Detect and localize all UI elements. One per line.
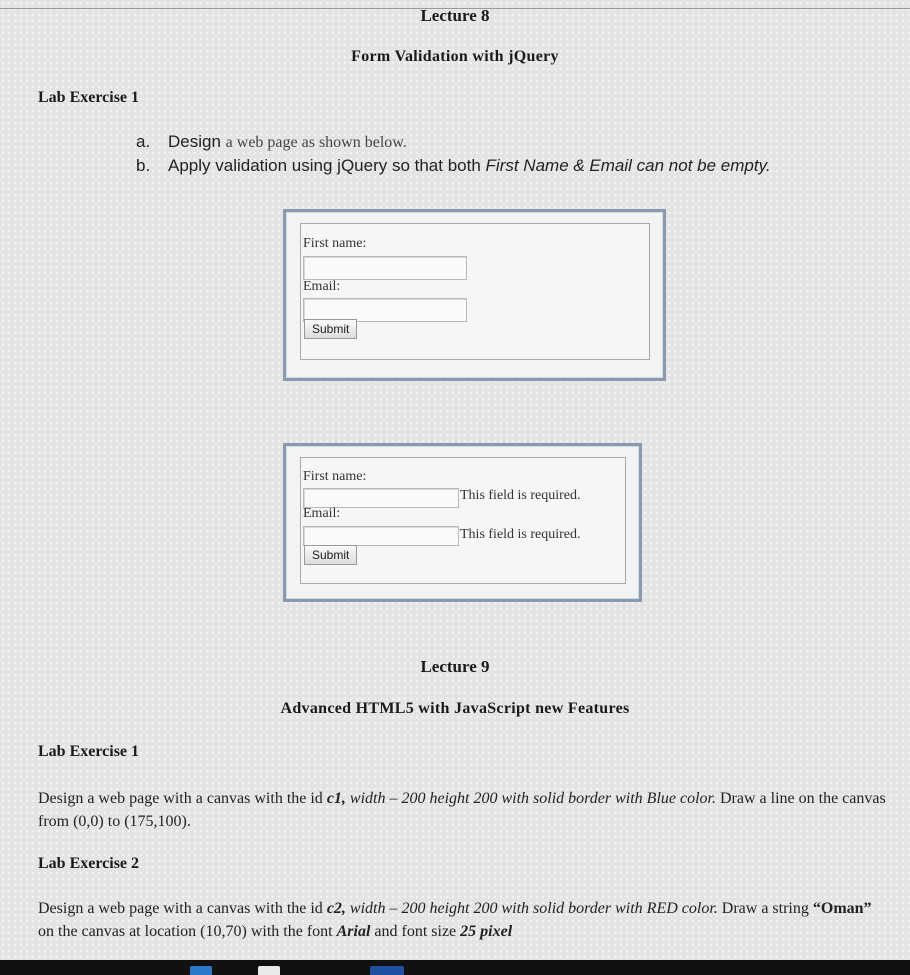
text-run: and font size xyxy=(370,923,461,940)
submit-button[interactable]: Submit xyxy=(304,545,357,565)
lecture-9-title: Lecture 9 xyxy=(420,657,490,676)
submit-button[interactable]: Submit xyxy=(304,319,357,339)
email-label: Email: xyxy=(303,279,341,294)
lab-exercise-2-text xyxy=(38,897,888,943)
text-run: Draw a string xyxy=(717,900,813,917)
canvas-id: c1, xyxy=(326,790,346,807)
lab-exercise-1-text xyxy=(38,787,888,833)
list-item-b-emphasis: First Name & Email can not be empty. xyxy=(485,156,771,175)
taskbar xyxy=(0,960,910,975)
lecture-8-title: Lecture 8 xyxy=(420,6,490,25)
email-label: Email: xyxy=(303,506,341,521)
lecture-9-subtitle: Advanced HTML5 with JavaScript new Features xyxy=(280,700,630,717)
text-run: Design a web page with a canvas with the id xyxy=(38,790,327,807)
string-value: “Oman” xyxy=(812,900,872,917)
lecture-8-subtitle: Form Validation with jQuery xyxy=(351,48,559,65)
first-name-error: This field is required. xyxy=(460,488,581,503)
text-run: – 200 height 200 with solid border with Blue color. xyxy=(385,790,716,807)
first-name-label: First name: xyxy=(303,236,367,251)
font-name: Arial xyxy=(336,923,371,940)
canvas-id: c2, xyxy=(326,900,346,917)
first-name-input[interactable] xyxy=(303,488,459,508)
form-screenshot-1 xyxy=(283,209,666,381)
list-item-a-rest: a web page as shown below. xyxy=(225,134,407,151)
taskbar-app-icon[interactable] xyxy=(258,966,280,975)
taskbar-app-icon[interactable] xyxy=(190,966,212,975)
first-name-label: First name: xyxy=(303,469,367,484)
list-item-a xyxy=(136,132,407,152)
form-screenshot-2 xyxy=(283,443,642,602)
lab-exercise-2-heading: Lab Exercise 2 xyxy=(38,855,140,872)
lab-exercise-heading: Lab Exercise 1 xyxy=(38,89,140,106)
list-marker: b. xyxy=(136,156,151,175)
lab-exercise-1-heading: Lab Exercise 1 xyxy=(38,743,140,760)
list-item-a-lead: Design xyxy=(168,132,221,151)
text-run: on the canvas at location (10,70) with the font xyxy=(38,923,337,940)
first-name-input[interactable] xyxy=(303,256,467,280)
email-input[interactable] xyxy=(303,526,459,546)
list-item-b xyxy=(136,156,771,176)
text-run: width xyxy=(345,790,386,807)
text-run: – 200 height 200 with solid border with RED color. xyxy=(385,900,718,917)
list-marker: a. xyxy=(136,132,151,151)
taskbar-app-icon[interactable] xyxy=(370,966,404,975)
text-run: Design a web page with a canvas with the id xyxy=(38,900,327,917)
font-size-value: 25 pixel xyxy=(460,923,513,940)
text-run: Draw a line on the canvas from (0,0) to (175,100). xyxy=(38,790,886,830)
list-item-b-text: Apply validation using jQuery so that both xyxy=(168,156,486,175)
email-error: This field is required. xyxy=(460,527,581,542)
text-run: width xyxy=(345,900,386,917)
